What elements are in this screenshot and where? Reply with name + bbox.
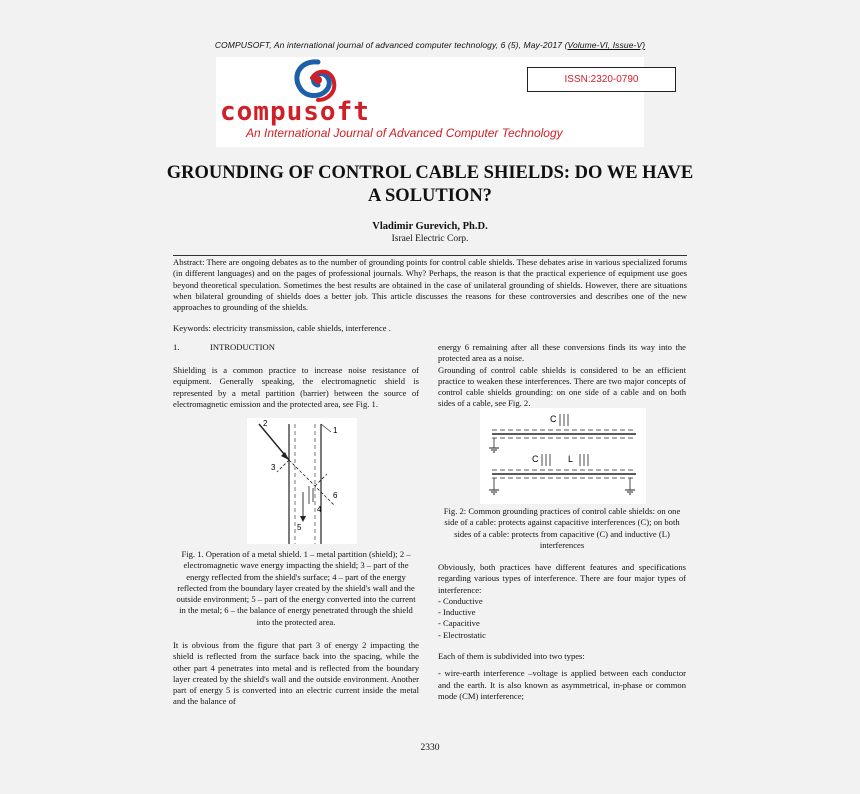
running-head — [0, 40, 860, 50]
fig1-label-2: 2 — [263, 419, 268, 428]
fig1-label-1: 1 — [333, 426, 338, 435]
issn-box: ISSN:2320-0790 — [527, 67, 676, 92]
journal-tagline: An International Journal of Advanced Computer Technology — [246, 126, 563, 140]
interference-list-item: - Inductive — [438, 607, 476, 618]
fig2-label-c-top: C — [550, 414, 557, 424]
figure-2-grounding — [480, 408, 646, 504]
figure-1-caption: Fig. 1. Operation of a metal shield. 1 – metal partition (shield); 2 – electromagnetic wave energy impacting the shield; 3 – part of the energy reflected from the shield's surface; 4 – part of the energy reflected from the boundary layer created by the shield's wall and the outside environment; 5 – part of the energy converted into the current in the metal; 6 – the balance of energy penetrated through the shield into the protected area. — [176, 549, 416, 627]
figure-1-diagram — [247, 418, 357, 544]
fig2-label-c-mid: C — [532, 454, 539, 464]
volume-issue-link[interactable]: (Volume-VI, Issue-V) — [564, 40, 646, 50]
section-number: 1. — [173, 342, 180, 352]
figure-2-diagram — [480, 408, 646, 504]
author-name: Vladimir Gurevich, Ph.D. — [372, 221, 488, 232]
author-affiliation: Israel Electric Corp. — [391, 234, 469, 244]
paper-title: GROUNDING OF CONTROL CABLE SHIELDS: DO WE HAVE A SOLUTION? — [166, 163, 694, 206]
page-number: 2330 — [420, 743, 440, 753]
right-column-para-3: Obviously, both practices have different features and specifications regarding various types of interference. There are four major types of interference: - Conductive - Inductive - Capacitive - Electrostatic — [438, 562, 686, 640]
interference-list-item: - Electrostatic — [438, 629, 486, 640]
interference-list-item: - Capacitive — [438, 618, 480, 629]
figure-2-caption: Fig. 2: Common grounding practices of control cable shields: on one side of a cable: protects against capacitive interferences (C); on both sides of a cable: protects from capacitive (C) and inductive (L) interferences — [443, 506, 681, 550]
fig1-label-4: 4 — [317, 505, 322, 514]
running-head-text: COMPUSOFT, An international journal of advanced computer technology, 6 (5), May-2017 — [214, 40, 565, 50]
compusoft-swirl-icon — [288, 58, 340, 102]
right-column-para-1: energy 6 remaining after all these conversions finds its way into the protected area as a noise. Grounding of control cable shields is considered to be an efficient practice to weaken these interferences. There are two major concepts of control cable shields grounding: on one side of a cable and on both sides of a cable, see Fig. 2. — [438, 342, 686, 409]
abstract-divider — [173, 255, 687, 256]
fig1-label-5: 5 — [297, 523, 302, 532]
fig1-label-6: 6 — [333, 491, 338, 500]
interference-list-item: - Conductive — [438, 595, 483, 606]
fig1-label-3: 3 — [271, 463, 276, 472]
section-title: INTRODUCTION — [210, 342, 275, 352]
left-column-para-1: Shielding is a common practice to increase noise resistance of equipment. Generally speaking, the electromagnetic shield is represented by a metal partition (barrier) between the source of electromagnetic emission and the protected area, see Fig. 1. — [173, 365, 419, 409]
right-column-para-4: Each of them is subdivided into two types: - wire-earth interference –voltage is applied between each conductor and the earth. It is also known as asymmetrical, in-phase or common mode (CM) interference; — [438, 651, 686, 701]
left-column-para-2: It is obvious from the figure that part 3 of energy 2 impacting the shield is reflected from the surface back into the spacing, while the other part 4 penetrates into metal and is reflected from the boundary layer created by the shield's wall and the outside environment. Another part of energy 5 is converted into an electric current inside the metal and the balance of — [173, 640, 419, 707]
fig2-label-l-mid: L — [568, 454, 574, 464]
compusoft-wordmark: compusoft — [220, 97, 370, 127]
keywords: Keywords: electricity transmission, cable shields, interference . — [173, 323, 391, 333]
abstract: Abstract: There are ongoing debates as to the number of grounding points for control cable shields. These debates arise in various specialized forums (in different languages) and on the pages of professional journals. Why? Perhaps, the reason is that the practical experience of equipment use goes beyond theoretical speculation. Sometimes the best results are obtained in the case of unilateral grounding of shields. However, there are situations when bilateral grounding of shields does a better job. This article discusses the reasons for these controversies and describes one of the new approaches to grounding of the shields. — [173, 257, 687, 313]
figure-1-metal-shield — [247, 418, 357, 544]
